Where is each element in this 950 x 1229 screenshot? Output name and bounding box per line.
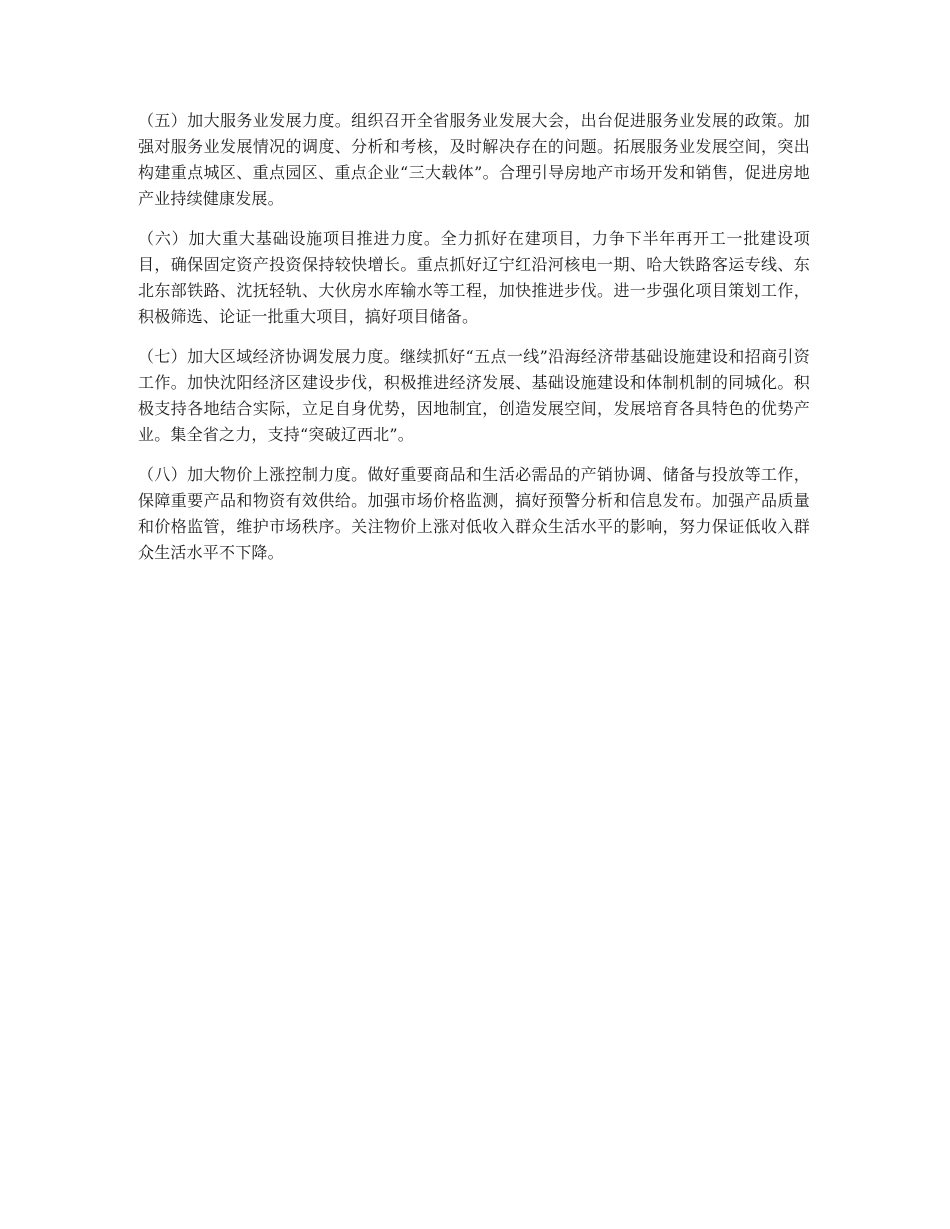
paragraph-regional: （七）加大区域经济协调发展力度。继续抓好“五点一线”沿海经济带基础设施建设和招商引资工作。加快沈阳经济区建设步伐，积极推进经济发展、基础设施建设和体制机制的同城化。积极支持各地结合实际，立足自身优势，因地制宜，创造发展空间，发展培育各具特色的优势产业。集全省之力，支持“突破辽西北”。	[138, 347, 810, 444]
paragraph-infrastructure: （六）加大重大基础设施项目推进力度。全力抓好在建项目，力争下半年再开工一批建设项目，确保固定资产投资保持较快增长。重点抓好辽宁红沿河核电一期、哈大铁路客运专线、东北东部铁路、沈抚轻轨、大伙房水库输水等工程，加快推进步伐。进一步强化项目策划工作，积极筛选、论证一批重大项目，搞好项目储备。	[138, 229, 810, 326]
document-body	[138, 108, 810, 580]
paragraph-services: （五）加大服务业发展力度。组织召开全省服务业发展大会，出台促进服务业发展的政策。加强对服务业发展情况的调度、分析和考核，及时解决存在的问题。拓展服务业发展空间，突出构建重点城区、重点园区、重点企业“三大载体”。合理引导房地产市场开发和销售，促进房地产业持续健康发展。	[138, 111, 810, 208]
paragraph-prices: （八）加大物价上涨控制力度。做好重要商品和生活必需品的产销协调、储备与投放等工作，保障重要产品和物资有效供给。加强市场价格监测，搞好预警分析和信息发布。加强产品质量和价格监管，维护市场秩序。关注物价上涨对低收入群众生活水平的影响，努力保证低收入群众生活水平不下降。	[138, 465, 810, 562]
